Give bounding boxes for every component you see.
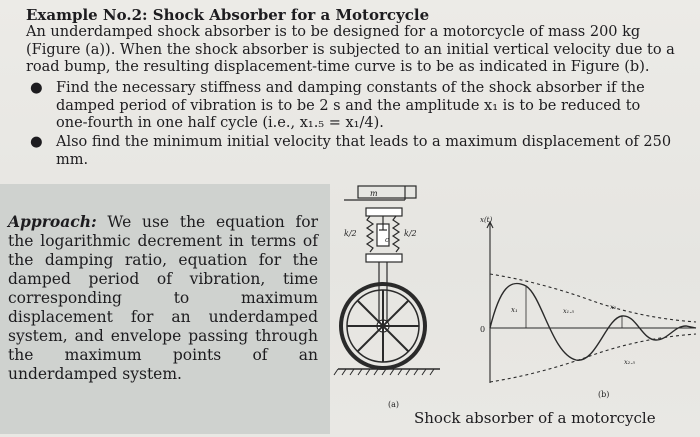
figure-caption: Shock absorber of a motorcycle	[414, 409, 656, 427]
approach-text	[8, 212, 318, 384]
origin-label: 0	[480, 325, 486, 334]
x1-label: x₁	[511, 306, 518, 314]
figure-a	[334, 186, 440, 409]
damper-label: c	[385, 236, 389, 244]
example-title: Example No.2: Shock Absorber for a Motorcycle	[26, 6, 430, 24]
label-b: (b)	[598, 390, 610, 399]
x2-label: x₂	[610, 303, 617, 311]
intro-paragraph: An underdamped shock absorber is to be designed for a motorcycle of mass 200 kg (Figure (a)). When the shock absorber is subjected to an initial vertical velocity due to a road bump, the resulting displacement-time curve is to be as indicated in Figure (b).	[26, 24, 675, 75]
right-spring	[393, 216, 399, 252]
spring-left-label: k/2	[344, 229, 357, 238]
bullet-text: Also find the minimum initial velocity that leads to a maximum displacement of 250 mm.	[56, 134, 672, 168]
mass-label: m	[370, 189, 378, 198]
response-curve	[490, 283, 696, 360]
bullet-icon: ●	[30, 80, 43, 96]
spring-right-label: k/2	[404, 229, 417, 238]
x25-label: x₂.₅	[624, 358, 635, 366]
top-bar	[366, 208, 402, 216]
mass-block	[358, 186, 416, 198]
left-spring	[367, 216, 373, 252]
figure	[330, 178, 700, 437]
x15-label: x₁.₅	[563, 307, 574, 315]
approach-body: We use the equation for the logarithmic decrement in terms of the damping ratio, equation for the damped period of vibration, time corresponding to maximum displacement for an underdamped system, and envelope passing through the maximum points of an underdamped system.	[8, 213, 318, 383]
bullet-icon: ●	[30, 134, 43, 150]
bullet-text: Find the necessary stiffness and damping constants of the shock absorber if the damped period of vibration is to be 2 s and the amplitude x₁ is to be reduced to one-fourth in one half cycle (i.e., x₁.₅ = x₁/4).	[56, 80, 645, 131]
label-a: (a)	[388, 400, 400, 409]
lower-envelope	[490, 334, 696, 382]
axis-label: x(t)	[480, 216, 493, 224]
approach-lead: Approach:	[8, 212, 97, 231]
bottom-bar	[366, 254, 402, 262]
upper-envelope	[490, 274, 696, 322]
figure-b	[480, 216, 696, 399]
